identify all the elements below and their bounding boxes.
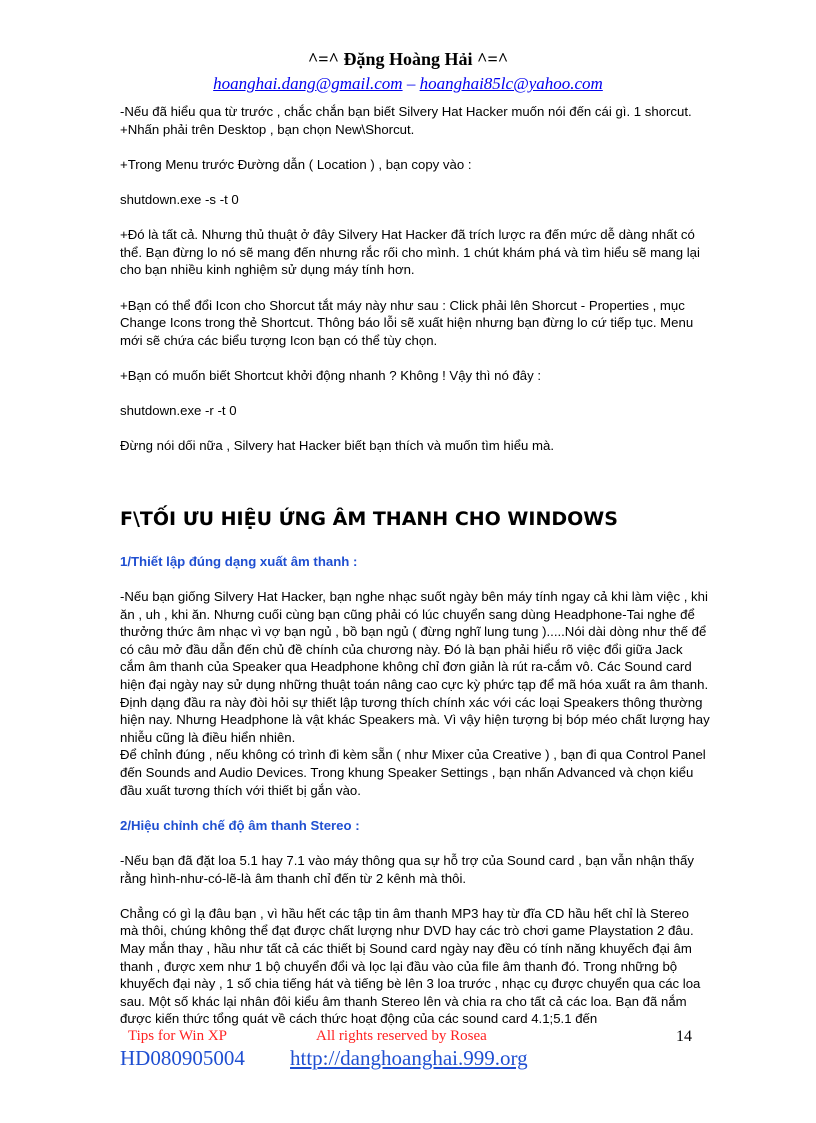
email-separator: – [402,74,420,93]
page-number: 14 [676,1028,692,1045]
section-heading: F\TỐI ƯU HIỆU ỨNG ÂM THANH CHO WINDOWS [120,507,618,530]
intro-paragraph-5: +Bạn có thể đổi Icon cho Shorcut tắt máy này như sau : Click phải lên Shorcut - Properties , mục Change Icons trong thẻ Shortcut. Thông báo lỗi sẽ xuất hiện nhưng bạn đừng lo cứ tiếp tục. Menu mới sẽ chứa các biểu tượng Icon bạn có thể tùy chọn. [120,297,694,348]
command-shutdown: shutdown.exe -s -t 0 [120,191,239,207]
command-restart: shutdown.exe -r -t 0 [120,403,237,419]
email-link-gmail[interactable]: hoanghai.dang@gmail.com [213,74,403,93]
subsection-2-paragraph-1: -Nếu bạn đã đặt loa 5.1 hay 7.1 vào máy thông qua sự hỗ trợ của Sound card , bạn vẫn nhận thấy rằng hình-như-có-lẽ-là âm thanh chỉ đến từ 2 kênh mà thôi. [120,852,694,886]
footer-tips-label: Tips for Win XP [128,1028,228,1044]
subsection-2-paragraph-2: Chẳng có gì lạ đâu bạn , vì hầu hết các tập tin âm thanh MP3 hay từ đĩa CD hầu hết chỉ là Stereo mà thôi, chúng không thể đạt được chất lượng như DVD hay các trò chơi game Playstation 2 đâu. May mắn thay , hầu như tất cả các thiết bị Sound card ngày nay đều có tính năng khuyếch đại âm thanh , được xem như 1 bộ chuyển đổi và lọc lại đầu vào của file âm thanh đó. Trong những bộ khuyếch đại này , 1 số chia tiếng hát và tiếng bè lên 3 loa trước , nhạc cụ được chuyển qua các loa sau. Một số khác lại nhân đôi kiểu âm thanh Stereo lên và chia ra cho tất cả các loa. Bạn đã nắm được kiến thức tổng quát về cách thức hoạt động của các sound card 4.1;5.1 đến [120,905,701,1027]
intro-paragraph-4: +Đó là tất cả. Nhưng thủ thuật ở đây Silvery Hat Hacker đã trích lược ra đến mức dễ dàng nhất có thể. Bạn đừng lo nó sẽ mang đến nhưng rắc rối cho mình. 1 chút khám phá và tìm hiểu sẽ mang lại cho bạn nhiều kinh nghiệm sử dụng máy tính hơn. [120,227,700,278]
header-emails [0,74,816,94]
subsection-2-title: 2/Hiệu chỉnh chế độ âm thanh Stereo : [120,817,360,833]
subsection-1-title: 1/Thiết lập đúng dạng xuất âm thanh : [120,553,358,569]
document-body [120,103,710,1046]
subsection-1-paragraph: -Nếu bạn giống Silvery Hat Hacker, bạn nghe nhạc suốt ngày bên máy tính ngay cả khi làm việc , khi ăn , uh , khi ăn. Nhưng cuối cùng bạn cũng phải có lúc chuyển sang dùng Headphone-Tai nghe để thưởng thức âm nhạc vì vợ bạn ngủ , bồ bạn ngủ ( đừng nghĩ lung tung ).....Nói dài dòng như thế để có câu mở đầu dẫn đến chủ đề chính của chương này. Đó là bạn phải hiểu rõ việc đổi giữa Jack cắm âm thanh của Speaker qua Headphone không chỉ đơn giản là rút ra-cắm vô. Các Sound card hiện đại ngày nay sử dụng những thuật toán nâng cao cực kỳ phức tạp để mã hóa xuất ra âm thanh. Định dạng đầu ra này đòi hỏi sự thiết lập tương thích chính xác với các loại Speakers thông thường hiện nay. Nhưng Headphone là vật khác Speakers mà. Vì vậy hiện tượng bị bóp méo chất lượng hay nhiễu cũng là điều hiển nhiên. Để chỉnh đúng , nếu không có trình đi kèm sẵn ( như Mixer của Creative ) , bạn đi qua Control Panel đến Sounds and Audio Devices. Trong khung Speaker Settings , bạn nhấn Advanced và chọn kiểu đầu xuất tương thích với thiết bị gắn vào. [120,589,710,798]
intro-paragraph-8: Đừng nói dối nữa , Silvery hat Hacker biết bạn thích và muốn tìm hiểu mà. [120,438,555,454]
header-title: ^=^ Đặng Hoàng Hải ^=^ [307,49,509,69]
footer-url-link[interactable]: http://danghoanghai.999.org [290,1046,528,1070]
intro-paragraph-2: +Trong Menu trước Đường dẫn ( Location ) , bạn copy vào : [120,156,472,172]
email-link-yahoo[interactable]: hoanghai85lc@yahoo.com [419,74,603,93]
intro-paragraph-1: -Nếu đã hiểu qua từ trước , chắc chắn bạn biết Silvery Hat Hacker muốn nói đến cái gì. 1 shorcut. +Nhấn phải trên Desktop , bạn chọn New\Shorcut. [120,104,692,137]
footer-copyright: All rights reserved by Rosea [316,1028,487,1044]
footer-doc-id: HD080905004 [120,1046,245,1070]
intro-paragraph-6: +Bạn có muốn biết Shortcut khởi động nhanh ? Không ! Vậy thì nó đây : [120,367,542,383]
